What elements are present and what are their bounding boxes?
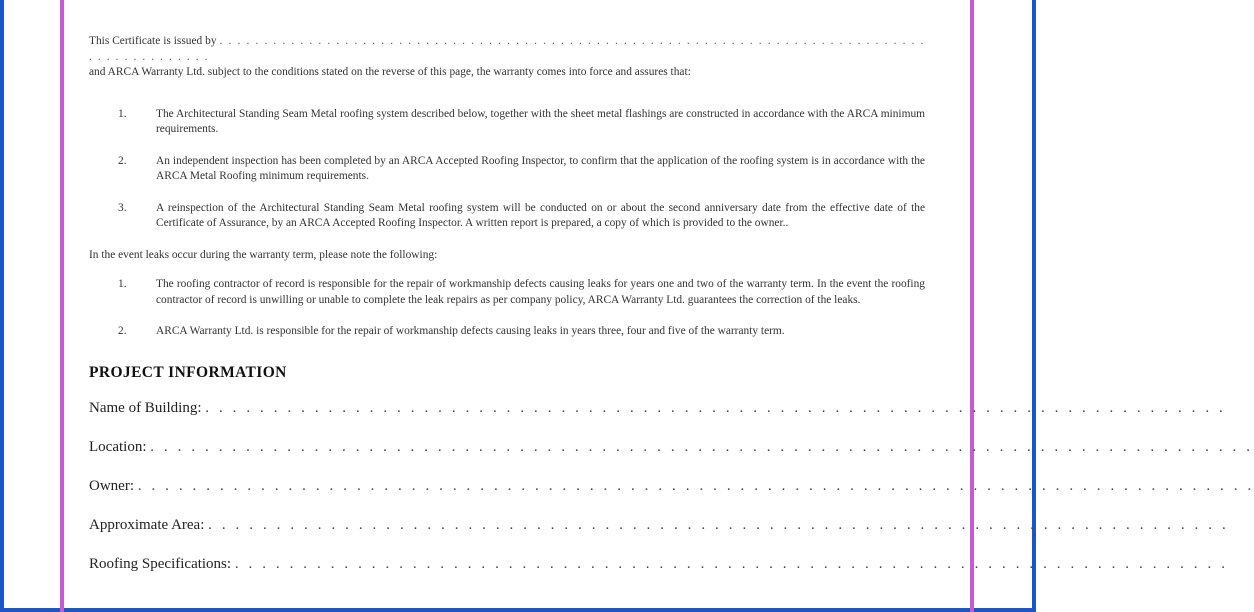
- item-number: 1.: [118, 107, 127, 120]
- item-number: 3.: [118, 201, 127, 214]
- project-info-heading: PROJECT INFORMATION: [89, 363, 287, 381]
- item-text: ARCA Warranty Ltd. is responsible for the repair of workmanship defects causing leaks in years three, four and five of the warranty term.: [156, 325, 785, 337]
- intro-paragraph: [89, 34, 925, 81]
- issuer-blank[interactable]: . . . . . . . . . . . . . . . . . . . . . . . . . . . . . . . . . . . . . . . . . . . . . . . . . . . . . . . . . . . . . . . . . . . . . . . . . . . . . . . . . . . . . . . . . . . . .: [89, 35, 926, 63]
- left-margin-rule: [60, 0, 64, 612]
- list-item: [89, 107, 925, 138]
- leaks-list: [89, 277, 925, 340]
- field-label: Name of Building:: [89, 399, 202, 416]
- building-name-field[interactable]: [89, 398, 1226, 418]
- issuer-label: This Certificate is issued by: [89, 35, 217, 47]
- list-item: [89, 324, 925, 340]
- item-text: The Architectural Standing Seam Metal roofing system described below, together with the sheet metal flashings are constructed in accordance with the ARCA minimum requirements.: [156, 107, 925, 135]
- approximate-area-field[interactable]: [89, 515, 1229, 535]
- item-text: An independent inspection has been completed by an ARCA Accepted Roofing Inspector, to confirm that the application of the roofing system is in accordance with the ARCA Metal Roofing minimum requirements.: [156, 154, 925, 182]
- list-item: [89, 154, 925, 185]
- intro-line-2: and ARCA Warranty Ltd. subject to the conditions stated on the reverse of this page, the warranty comes into force and assures that:: [89, 66, 691, 78]
- item-number: 2.: [118, 325, 127, 337]
- field-blank[interactable]: . . . . . . . . . . . . . . . . . . . . . . . . . . . . . . . . . . . . . . . . . . . . . . . . . . . . . . . . . . . . . . . . . . . . . . . . . . .: [205, 399, 1226, 416]
- field-blank[interactable]: . . . . . . . . . . . . . . . . . . . . . . . . . . . . . . . . . . . . . . . . . . . . . . . . . . . . . . . . . . . . . . . . . . . . . . . . . . . . . . . . . .: [137, 477, 1254, 494]
- assurance-list: [89, 107, 925, 232]
- field-blank[interactable]: . . . . . . . . . . . . . . . . . . . . . . . . . . . . . . . . . . . . . . . . . . . . . . . . . . . . . . . . . . . . . . . . . . . . . . . . .: [234, 555, 1229, 572]
- item-text: A reinspection of the Architectural Standing Seam Metal roofing system will be conducted on or about the second anniversary date from the effective date of the Certificate of Assurance, by an ARCA Accepted Roofing Inspector. A written report is prepared, a copy of which is provided to the owner..: [156, 201, 925, 229]
- list-item: [89, 277, 925, 308]
- field-label: Location:: [89, 438, 147, 455]
- item-number: 2.: [118, 154, 127, 167]
- item-text: The roofing contractor of record is responsible for the repair of workmanship defects causing leaks for years one and two of the warranty term. In the event the roofing contractor of record is unwilling or unable to complete the leak repairs as per company policy, ARCA Warranty Ltd. guarantees the correction of the leaks.: [156, 278, 925, 306]
- certificate-body: [89, 34, 1254, 593]
- owner-field[interactable]: [89, 476, 1254, 496]
- field-label: Approximate Area:: [89, 516, 205, 533]
- roofing-specifications-field[interactable]: [89, 554, 1229, 574]
- leaks-lead: In the event leaks occur during the warranty term, please note the following:: [89, 248, 438, 261]
- list-item: [89, 201, 925, 232]
- field-label: Owner:: [89, 477, 134, 494]
- field-blank[interactable]: . . . . . . . . . . . . . . . . . . . . . . . . . . . . . . . . . . . . . . . . . . . . . . . . . . . . . . . . . . . . . . . . . . . . . . . . . . .: [208, 516, 1229, 533]
- field-label: Roofing Specifications:: [89, 555, 232, 572]
- field-blank[interactable]: . . . . . . . . . . . . . . . . . . . . . . . . . . . . . . . . . . . . . . . . . . . . . . . . . . . . . . . . . . . . . . . . . . . . . . . . . . . . . . . . .: [150, 438, 1254, 455]
- location-field[interactable]: [89, 437, 1254, 457]
- item-number: 1.: [118, 278, 127, 290]
